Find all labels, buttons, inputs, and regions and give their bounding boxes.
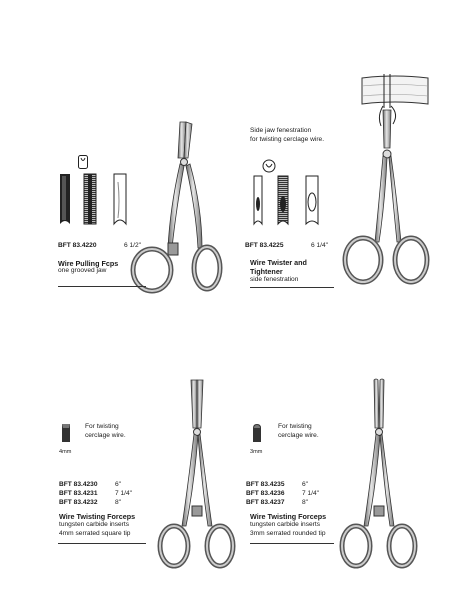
product-name: Wire Twister and Tightener (250, 258, 307, 276)
feature-note: For twisting cerclage wire. (278, 423, 319, 439)
product-code-line: BFT 83.4225 6 1/4" (245, 242, 329, 249)
product-code-list: BFT 83.4230 6" BFT 83.4231 7 1/4" BFT 83.4232 8" (59, 481, 133, 506)
product-description: tungsten carbide inserts 4mm serrated square tip (59, 521, 131, 537)
feature-note: Side jaw fenestration for twisting cerclage wire. (250, 127, 325, 143)
tip-size-label: 4mm (59, 449, 72, 455)
product-description: side fenestration (250, 276, 299, 283)
feature-note: For twisting cerclage wire. (85, 423, 126, 439)
jaw-detail-illustration (58, 172, 134, 226)
wire-twister-image (343, 102, 435, 288)
product-code-line: BFT 83.4220 6 1/2" (58, 242, 142, 249)
divider (58, 543, 146, 544)
divider (58, 286, 146, 287)
wire-twisting-forceps-image (158, 376, 238, 574)
wire-pulling-forceps-image (128, 118, 223, 296)
product-code-list: BFT 83.4235 6" BFT 83.4236 7 1/4" BFT 83.4237 8" (246, 481, 320, 506)
jaw-profile-icon (78, 155, 88, 169)
tip-profile-icon (60, 423, 72, 443)
wire-twisting-forceps-image (340, 376, 420, 574)
tip-size-label: 3mm (250, 449, 263, 455)
product-description: one grooved jaw (58, 267, 107, 274)
jaw-profile-icon (262, 159, 276, 173)
tip-profile-icon (251, 423, 263, 443)
jaw-detail-illustration (252, 174, 322, 226)
product-name: Wire Twisting Forceps (59, 512, 136, 521)
product-description: tungsten carbide inserts 3mm serrated rounded tip (250, 521, 326, 537)
divider (250, 287, 334, 288)
product-name: Wire Pulling Fcps (58, 259, 119, 268)
product-name: Wire Twisting Forceps (250, 512, 327, 521)
divider (250, 543, 334, 544)
